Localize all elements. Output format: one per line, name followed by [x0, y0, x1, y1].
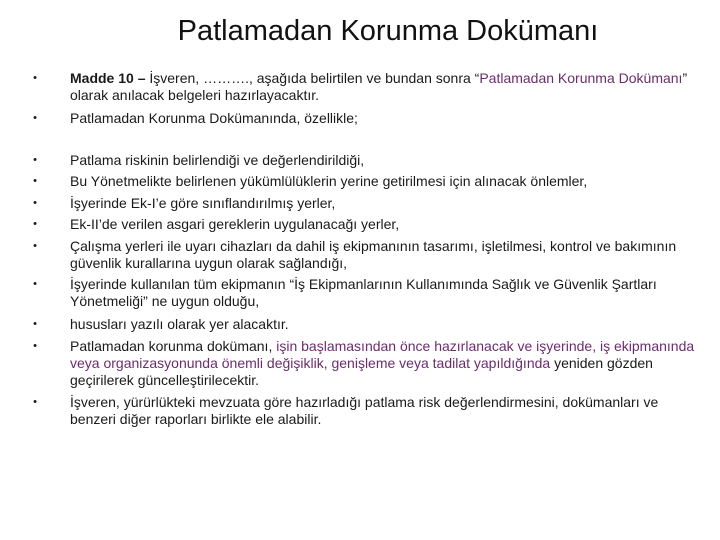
text-span: ” olarak anılacak belgeleri hazırlayacaktır. — [70, 70, 688, 103]
text-span: Bu Yönetmelikte belirlenen yükümlülüklerin yerine getirilmesi için alınacak önlemler, — [70, 173, 588, 189]
highlighted-text: işin başlamasından önce hazırlanacak ve işyerinde, iş ekipmanında veya organizasyonunda önemli değişiklik, genişleme veya tadilat yapıldığında — [70, 338, 695, 371]
text-span: Patlama riskinin belirlendiği ve değerlendirildiği, — [70, 152, 365, 168]
list-item-text — [70, 195, 700, 212]
highlighted-text: Patlamadan Korunma Dokümanı — [479, 70, 683, 86]
bold-text: Madde 10 – — [70, 70, 150, 86]
text-span: yeniden gözden geçirilerek güncelleştirilecektir. — [70, 355, 653, 388]
list-item-text — [70, 316, 700, 333]
text-span: Çalışma yerleri ile uyarı cihazları da dahil iş ekipmanının tasarımı, işletilmesi, kontrol ve bakımının güvenlik kurallarına uygun olarak sağlandığı, — [70, 238, 677, 271]
list-item-text — [70, 152, 700, 169]
text-span: İşyerinde Ek-I’e göre sınıflandırılmış yerler, — [70, 195, 336, 211]
bullet-marker: • — [33, 72, 37, 84]
list-item-text — [70, 216, 700, 233]
text-span: İşveren, yürürlükteki mevzuata göre hazırladığı patlama risk değerlendirmesini, dokümanları ve benzeri diğer raporları birlikte ele alabilir. — [70, 394, 659, 427]
list-item-text — [70, 276, 700, 310]
list-item-text — [70, 173, 700, 190]
text-span: Ek-II’de verilen asgari gereklerin uygulanacağı yerler, — [70, 216, 400, 232]
list-item-text — [70, 394, 700, 428]
page-title: Patlamadan Korunma Dokümanı — [177, 15, 599, 47]
list-item-text — [70, 70, 700, 104]
text-span: İşveren, ………., aşağıda belirtilen ve bundan sonra “ — [149, 70, 480, 86]
bullet-marker: • — [33, 112, 37, 124]
bullet-marker: • — [33, 396, 37, 408]
bullet-marker: • — [33, 218, 37, 230]
bullet-marker: • — [33, 340, 37, 352]
list-item-text — [70, 338, 700, 389]
bullet-marker: • — [33, 240, 37, 252]
bullet-marker: • — [33, 278, 37, 290]
text-span: Patlamadan korunma dokümanı, — [70, 338, 277, 354]
text-span: hususları yazılı olarak yer alacaktır. — [70, 316, 289, 332]
list-item-text — [70, 238, 700, 272]
bullet-marker: • — [33, 154, 37, 166]
bullet-marker: • — [33, 175, 37, 187]
text-span: Patlamadan Korunma Dokümanında, özellikle; — [70, 110, 358, 126]
bullet-marker: • — [33, 197, 37, 209]
list-item-text — [70, 110, 700, 127]
text-span: İşyerinde kullanılan tüm ekipmanın “İş Ekipmanlarının Kullanımında Sağlık ve Güvenlik Şartları Yönetmeliği” ne uygun olduğu, — [70, 276, 657, 309]
bullet-marker: • — [33, 318, 37, 330]
